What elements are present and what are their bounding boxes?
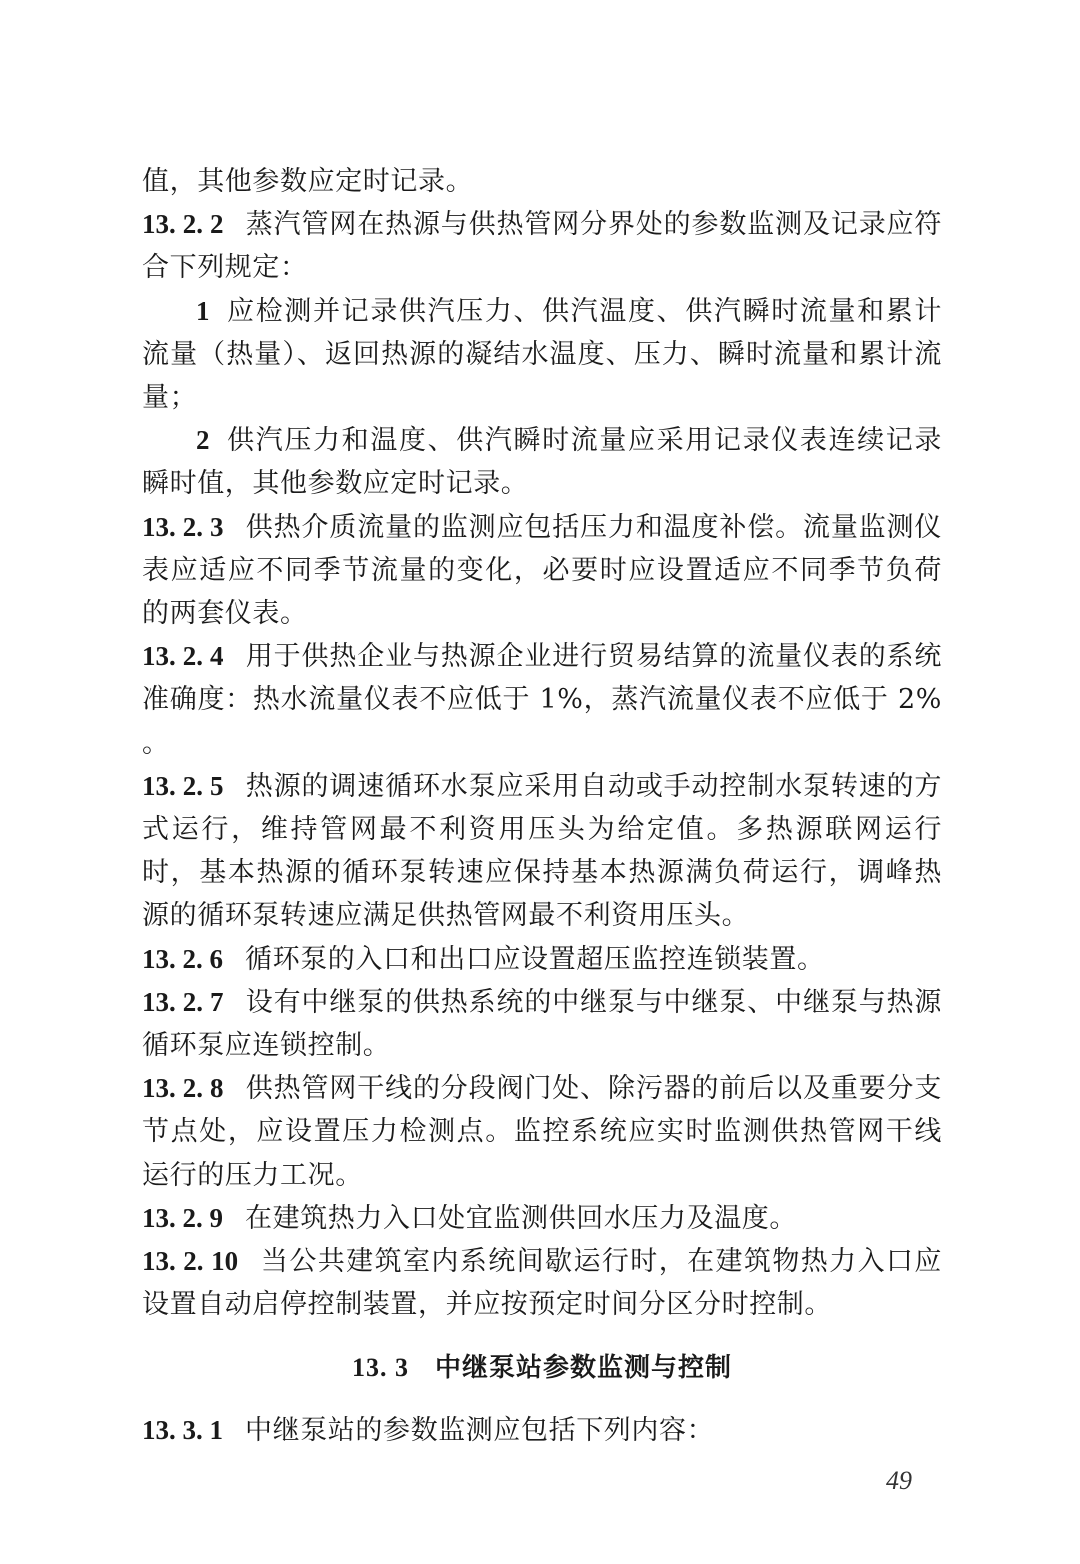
clause-13-2-9 [142, 1197, 942, 1240]
clause-13-2-3 [142, 506, 942, 636]
clause-13-2-10 [142, 1240, 942, 1326]
page-number: 49 [886, 1466, 912, 1495]
list-item [142, 290, 942, 420]
list-item [142, 419, 942, 505]
clause-text: 蒸汽管网在热源与供热管网分界处的参数监测及记录应符合下列规定： [142, 209, 943, 284]
clause-number: 13. 2. 7 [142, 986, 224, 1017]
clause-text: 中继泵站的参数监测应包括下列内容： [245, 1414, 715, 1446]
clause-13-2-5 [142, 765, 942, 938]
section-heading [142, 1346, 942, 1390]
section-number: 13. 3 [351, 1353, 409, 1383]
clause-13-2-2 [142, 203, 942, 289]
clause-number: 13. 3. 1 [142, 1414, 223, 1445]
clause-number: 13. 2. 6 [142, 943, 223, 974]
clause-text: 热源的调速循环水泵应采用自动或手动控制水泵转速的方式运行，维持管网最不利资用压头为给定值。多热源联网运行时，基本热源的循环泵转速应保持基本热源满负荷运行，调峰热源的循环泵转速应满足供热管网最不利资用压头。 [142, 770, 943, 932]
clause-13-3-1 [142, 1409, 942, 1452]
clause-list-b [142, 506, 942, 1327]
clause-13-2-7 [142, 981, 942, 1067]
clause-13-2-8 [142, 1067, 942, 1197]
clause-text: 用于供热企业与热源企业进行贸易结算的流量仪表的系统准确度：热水流量仪表不应低于 1%，蒸汽流量仪表不应低于 2% 。 [142, 641, 943, 759]
clause-number: 13. 2. 2 [142, 209, 224, 240]
clause-number: 13. 2. 3 [142, 511, 224, 542]
section-title-text: 中继泵站参数监测与控制 [434, 1353, 732, 1384]
item-text: 供汽压力和温度、供汽瞬时流量应采用记录仪表连续记录瞬时值，其他参数应定时记录。 [142, 425, 942, 500]
clause-text: 供热介质流量的监测应包括压力和温度补偿。流量监测仪表应适应不同季节流量的变化，必要时应设置适应不同季节负荷的两套仪表。 [142, 511, 943, 630]
clause-text: 循环泵的入口和出口应设置超压监控连锁装置。 [245, 943, 825, 975]
item-list-13-2-2 [142, 290, 942, 506]
clause-text: 当公共建筑室内系统间歇运行时，在建筑物热力入口应设置自动启停控制装置，并应按预定时间分区分时控制。 [142, 1246, 942, 1321]
clause-number: 13. 2. 10 [142, 1246, 239, 1277]
item-text: 应检测并记录供汽压力、供汽温度、供汽瞬时流量和累计流量（热量）、返回热源的凝结水温度、压力、瞬时流量和累计流量； [142, 295, 942, 414]
clause-13-2-4 [142, 635, 942, 765]
clause-text: 在建筑热力入口处宜监测供回水压力及温度。 [245, 1202, 797, 1234]
continuation-text: 值，其他参数应定时记录。 [142, 166, 474, 197]
item-number: 1 [196, 295, 211, 326]
clause-list-c [142, 1409, 942, 1452]
clause-number: 13. 2. 9 [142, 1202, 223, 1233]
clause-number: 13. 2. 5 [142, 770, 224, 801]
clause-13-2-6 [142, 938, 942, 981]
clause-text: 供热管网干线的分段阀门处、除污器的前后以及重要分支节点处，应设置压力检测点。监控系统应实时监测供热管网干线运行的压力工况。 [142, 1073, 943, 1191]
clause-number: 13. 2. 8 [142, 1073, 224, 1104]
item-number: 2 [196, 425, 211, 456]
clause-number: 13. 2. 4 [142, 641, 224, 672]
clause-list-a [142, 203, 942, 289]
document-body [142, 160, 942, 1452]
clause-text: 设有中继泵的供热系统的中继泵与中继泵、中继泵与热源循环泵应连锁控制。 [142, 986, 943, 1062]
